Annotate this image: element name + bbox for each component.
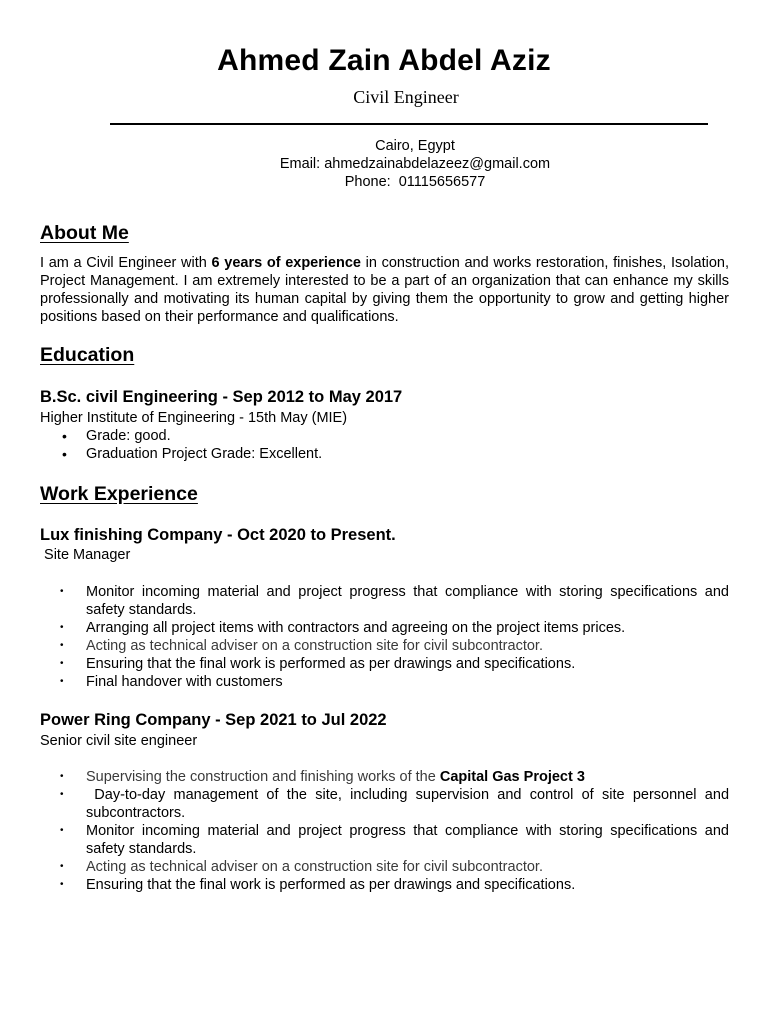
bullet-text: Grade: good. <box>86 428 171 444</box>
list-item <box>40 768 729 786</box>
education-heading: Education <box>40 344 135 366</box>
bullet-icon: • <box>60 622 64 633</box>
list-item <box>40 637 729 655</box>
education-institute: Higher Institute of Engineering - 15th May (MIE) <box>40 410 348 426</box>
candidate-title: Civil Engineer <box>353 87 459 107</box>
bullet-text: Monitor incoming material and project progress that compliance with storing specifications and safety standards. <box>86 584 729 618</box>
bullet-text: Acting as technical adviser on a construction site for civil subcontractor. <box>86 859 543 875</box>
list-item <box>40 822 729 858</box>
list-item <box>40 673 729 691</box>
bullet-icon: • <box>60 879 64 890</box>
bullet-icon: • <box>60 825 64 836</box>
bullet-text: Day-to-day management of the site, including supervision and control of site personnel and subcontractors. <box>86 787 734 821</box>
bullet-text: Monitor incoming material and project progress that compliance with storing specifications and safety standards. <box>86 823 729 857</box>
header-divider <box>110 123 708 125</box>
contact-phone: Phone: 01115656577 <box>344 174 486 190</box>
work-heading: Work Experience <box>40 483 198 505</box>
about-text-start: I am a Civil Engineer with <box>40 255 212 271</box>
bullet-icon: • <box>60 658 64 669</box>
bullet-text: Ensuring that the final work is performed as per drawings and specifications. <box>86 877 576 893</box>
list-item <box>40 619 729 637</box>
list-item <box>40 583 729 619</box>
job-company: Power Ring Company - Sep 2021 to Jul 2022 <box>40 711 387 729</box>
bullet-text: Arranging all project items with contractors and agreeing on the project items prices. <box>86 620 626 636</box>
job-bullets <box>40 583 729 691</box>
bullet-text: Graduation Project Grade: Excellent. <box>86 446 323 462</box>
bullet-icon: • <box>62 428 67 444</box>
bullet-icon: • <box>60 861 64 872</box>
about-heading: About Me <box>40 222 129 244</box>
contact-location: Cairo, Egypt <box>375 138 455 154</box>
bullet-text: Acting as technical adviser on a construction site for civil subcontractor. <box>86 638 543 654</box>
bullet-icon: • <box>60 789 64 800</box>
list-item <box>40 858 729 876</box>
contact-email: Email: ahmedzainabdelazeez@gmail.com <box>279 156 551 172</box>
list-item <box>40 786 734 822</box>
bullet-icon: • <box>60 771 64 782</box>
bullet-text: Supervising the construction and finishing works of the <box>86 769 440 785</box>
list-item <box>40 655 729 673</box>
about-text <box>40 254 729 326</box>
bullet-text: Final handover with customers <box>86 674 283 690</box>
education-bullets <box>40 427 729 463</box>
education-degree: B.Sc. civil Engineering - Sep 2012 to May 2017 <box>40 388 403 406</box>
contact-block <box>0 137 768 191</box>
about-experience-highlight: 6 years of experience <box>211 255 361 271</box>
list-item <box>40 427 729 445</box>
bullet-icon: • <box>60 676 64 687</box>
job-company: Lux finishing Company - Oct 2020 to Present. <box>40 526 396 544</box>
job-role: Senior civil site engineer <box>40 733 198 749</box>
list-item <box>40 445 729 463</box>
job-bullets <box>40 768 734 894</box>
bullet-text: Ensuring that the final work is performed as per drawings and specifications. <box>86 656 576 672</box>
list-item <box>40 876 729 894</box>
bullet-icon: • <box>60 586 64 597</box>
bullet-icon: • <box>62 446 67 462</box>
about-text-rest: in construction and works restoration, finishes, Isolation, Project Management. I am extremely interested to be a part of an organization that can enhance my skills professionally and motivating its human capital by giving them the opportunity to grow and getting higher positions based on their performance and qualifications. <box>40 255 729 325</box>
job-role: Site Manager <box>40 547 131 563</box>
candidate-name: Ahmed Zain Abdel Aziz <box>217 44 551 77</box>
project-name-highlight: Capital Gas Project 3 <box>439 769 585 785</box>
bullet-icon: • <box>60 640 64 651</box>
